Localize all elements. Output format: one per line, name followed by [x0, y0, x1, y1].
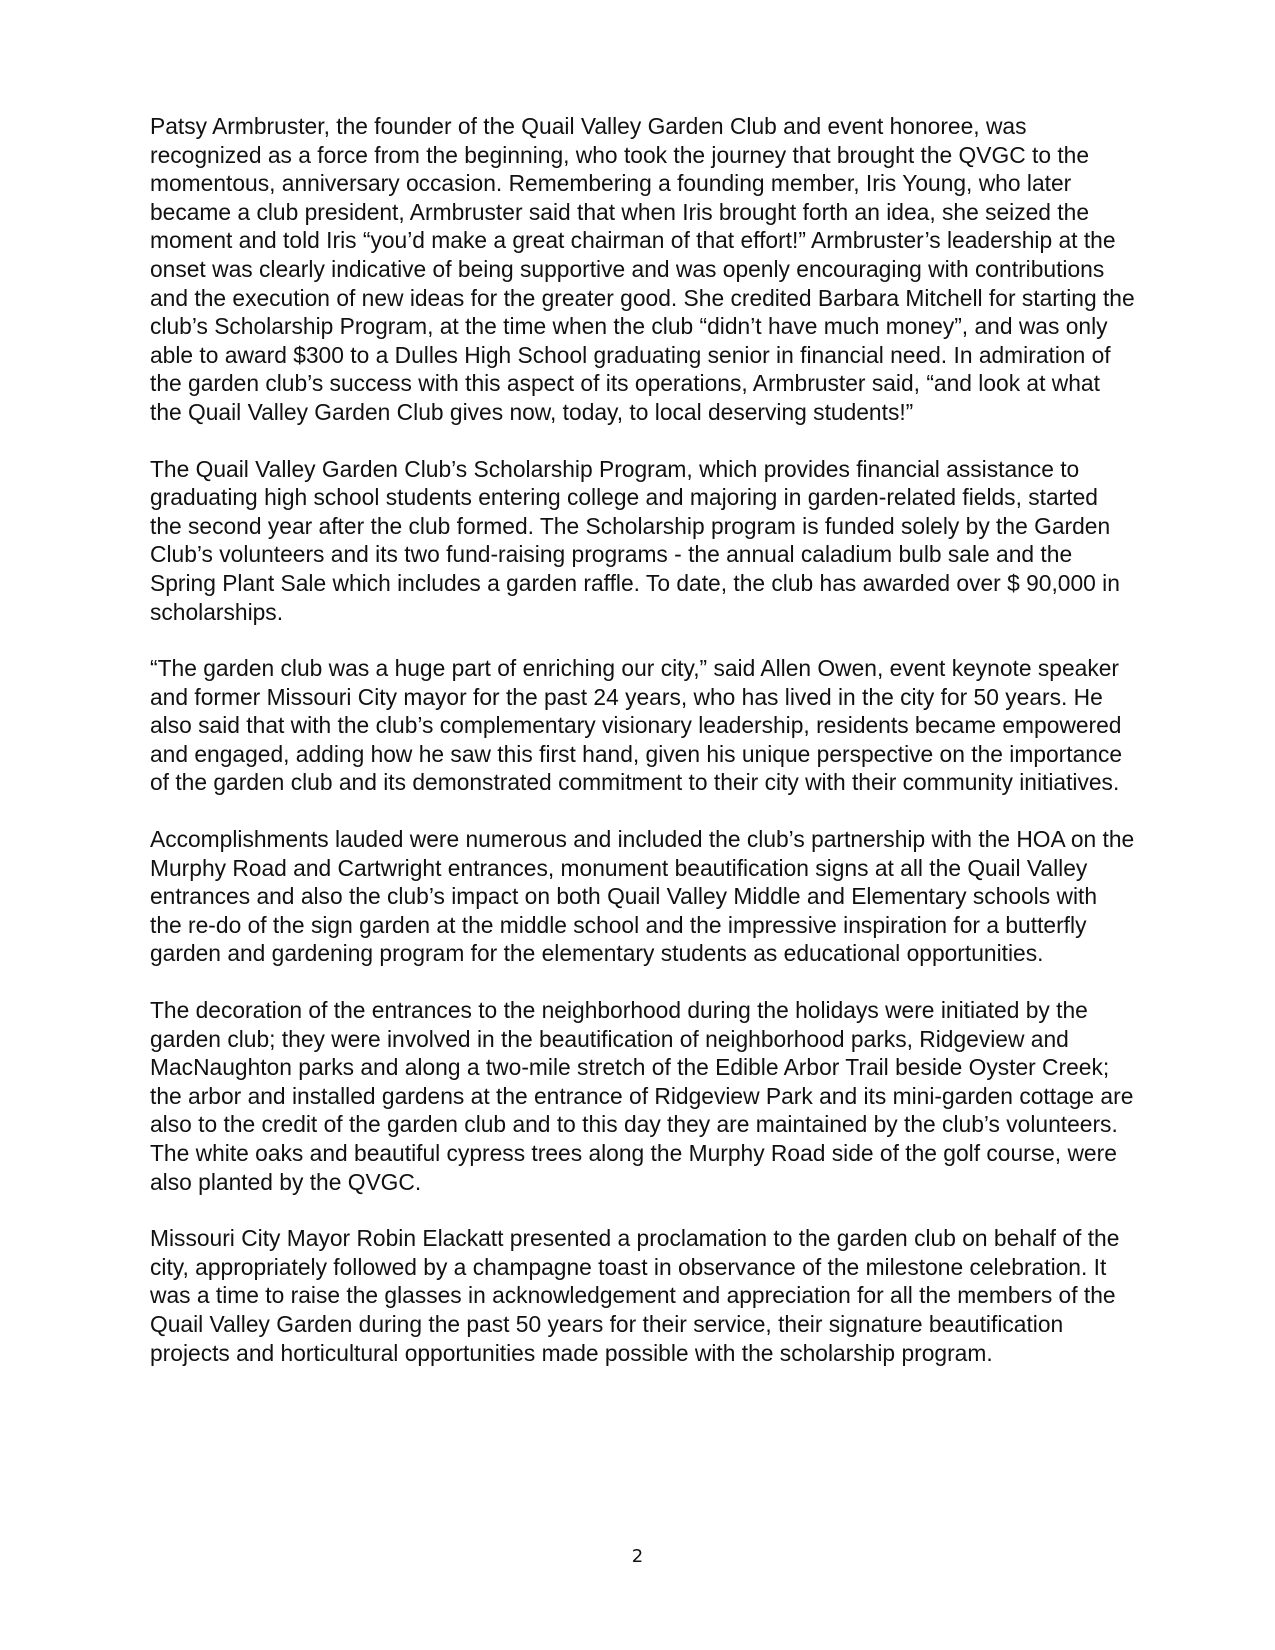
paragraph-accomplishments: Accomplishments lauded were numerous and included the club’s partnership with the HOA on the Murphy Road and Cartwright entrances, monument beautification signs at all the Quail Valley entrances and also the club’s impact on both Quail Valley Middle and Elementary schools with the re-do of the sign garden at the middle school and the impressive inspiration for a butterfly garden and gardening program for the elementary students as educational opportunities. [150, 826, 1135, 967]
article-body [150, 112, 1135, 1395]
page-number: 2 [631, 1546, 644, 1567]
paragraph-scholarship-program: The Quail Valley Garden Club’s Scholarship Program, which provides financial assistance to graduating high school students entering college and majoring in garden-related fields, started the second year after the club formed. The Scholarship program is funded solely by the Garden Club’s volunteers and its two fund-raising programs - the annual caladium bulb sale and the Spring Plant Sale which includes a garden raffle. To date, the club has awarded over $ 90,000 in scholarships. [150, 455, 1120, 625]
paragraph-founder-tribute: Patsy Armbruster, the founder of the Quail Valley Garden Club and event honoree, was recognized as a force from the beginning, who took the journey that brought the QVGC to the momentous, anniversary occasion. Remembering a founding member, Iris Young, who later became a club president, Armbruster said that when Iris brought forth an idea, she seized the moment and told Iris “you’d make a great chairman of that effort!” Armbruster’s leadership at the onset was clearly indicative of being supportive and was openly encouraging with contributions and the execution of new ideas for the greater good. She credited Barbara Mitchell for starting the club’s Scholarship Program, at the time when the club “didn’t have much money”, and was only able to award $300 to a Dulles High School graduating senior in financial need. In admiration of the garden club’s success with this aspect of its operations, Armbruster said, “and look at what the Quail Valley Garden Club gives now, today, to local deserving students!” [150, 113, 1135, 425]
paragraph-proclamation: Missouri City Mayor Robin Elackatt presented a proclamation to the garden club on behalf of the city, appropriately followed by a champagne toast in observance of the milestone celebration. It was a time to raise the glasses in acknowledgement and appreciation for all the members of the Quail Valley Garden during the past 50 years for their service, their signature beautification projects and horticultural opportunities made possible with the scholarship program. [150, 1225, 1120, 1366]
paragraph-keynote-speaker: “The garden club was a huge part of enriching our city,” said Allen Owen, event keynote speaker and former Missouri City mayor for the past 24 years, who has lived in the city for 50 years. He also said that with the club’s complementary visionary leadership, residents became empowered and engaged, adding how he saw this first hand, given his unique perspective on the importance of the garden club and its demonstrated commitment to their city with their community initiatives. [150, 655, 1123, 796]
paragraph-beautification: The decoration of the entrances to the neighborhood during the holidays were initiated by the garden club; they were involved in the beautification of neighborhood parks, Ridgeview and MacNaughton parks and along a two-mile stretch of the Edible Arbor Trail beside Oyster Creek; the arbor and installed gardens at the entrance of Ridgeview Park and its mini-garden cottage are also to the credit of the garden club and to this day they are maintained by the club’s volunteers. The white oaks and beautiful cypress trees along the Murphy Road side of the golf course, were also planted by the QVGC. [150, 997, 1134, 1195]
